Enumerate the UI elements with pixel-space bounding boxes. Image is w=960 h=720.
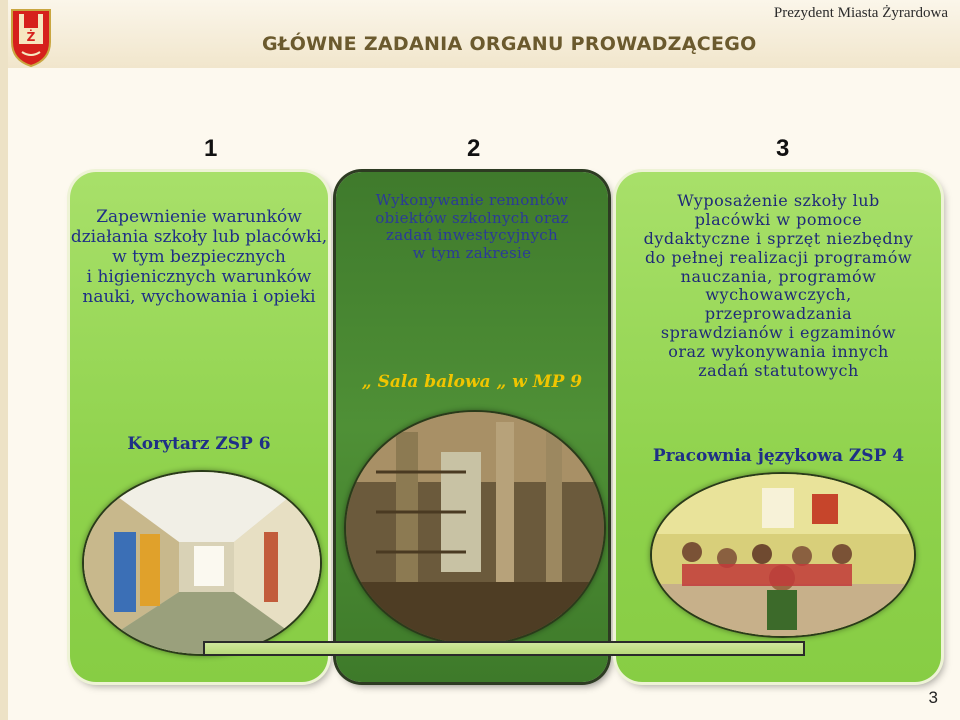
task-3-line: wychowawczych, [705,285,852,305]
task-3-line: nauczania, programów [680,266,877,286]
task-3-line: do pełnej realizacji programów [644,247,913,267]
task-3-line: przeprowadzania [704,304,853,324]
task-1-line: i higienicznych warunków [86,267,312,288]
task-text-3 [616,192,941,381]
task-panel-1 [70,172,328,682]
column-number-3: 3 [776,135,790,162]
task-2-line: w tym zakresie [412,244,532,263]
task-1-line: Zapewnienie warunków [96,207,302,227]
page-title: GŁÓWNE ZADANIA ORGANU PROWADZĄCEGO [262,33,757,55]
task-2-line: Wykonywanie remontów [375,191,569,209]
photo-caption-1: Korytarz ZSP 6 [127,434,271,454]
crest-letter: Ż [26,30,36,44]
corridor-photo [82,470,322,656]
city-crest-icon [8,6,54,68]
bottom-connector-bar [203,641,805,656]
classroom-photo [650,472,916,638]
task-1-line: działania szkoły lub placówki, [70,227,328,248]
task-text-1 [70,207,328,307]
task-3-line: Wyposażenie szkoły lub [677,191,880,210]
task-text-2 [336,192,608,263]
task-panel-3 [616,172,941,682]
task-1-line: w tym bezpiecznych [112,247,286,268]
task-3-line: zadań statutowych [698,360,859,380]
page-number: 3 [928,688,938,707]
photo-caption-3: Pracownia językowa ZSP 4 [652,446,905,466]
column-number-1: 1 [204,135,218,162]
president-label: Prezydent Miasta Żyrardowa [773,5,948,21]
task-2-line: zadań inwestycyjnych [386,226,558,245]
task-3-line: dydaktyczne i sprzęt niezbędny [643,228,914,248]
task-3-line: sprawdzianów i egzaminów [660,323,897,343]
ballroom-photo [344,410,606,646]
photo-caption-2: „ Sala balowa „ w MP 9 [361,372,583,392]
task-1-line: nauki, wychowania i opieki [82,287,316,308]
column-number-2: 2 [467,135,481,162]
task-3-line: placówki w pomoce [694,209,863,229]
task-2-line: obiektów szkolnych oraz [375,208,569,227]
task-panel-2 [336,172,608,682]
task-3-line: oraz wykonywania innych [668,342,889,361]
left-edge-bar [0,0,8,720]
